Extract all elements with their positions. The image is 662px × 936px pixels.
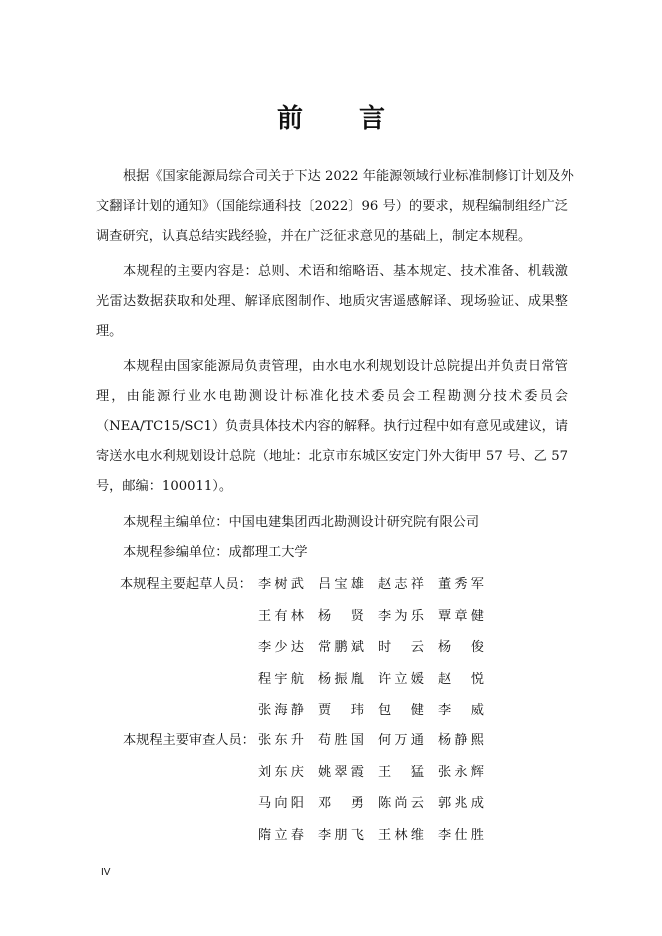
person-name: 程宇航 bbox=[258, 671, 304, 687]
person-name: 吕宝雄 bbox=[318, 577, 364, 592]
person-name: 许立媛 bbox=[378, 671, 424, 687]
person-name: 包 健 bbox=[378, 703, 424, 718]
person-name: 常鹏斌 bbox=[318, 640, 364, 655]
person-name: 姚翠霞 bbox=[318, 764, 364, 780]
paragraph-basis bbox=[96, 162, 574, 252]
paragraph-line: 光雷达数据获取和处理、解译底图制作、地质灾害遥感解译、现场验证、成果整 bbox=[96, 294, 568, 309]
paragraph-management bbox=[96, 352, 568, 502]
person-name: 董秀军 bbox=[438, 577, 484, 592]
paragraph-line: 理。 bbox=[96, 324, 123, 339]
paragraph-line: 理，由能源行业水电勘测设计标准化技术委员会工程勘测分技术委员会 bbox=[96, 389, 568, 404]
person-name: 王林维 bbox=[378, 827, 424, 843]
person-name: 何万通 bbox=[378, 733, 424, 748]
person-name: 李朋飞 bbox=[318, 827, 364, 843]
paragraph-line: （NEA/TC15/SC1）负责具体技术内容的解释。执行过程中如有意见或建议，请 bbox=[96, 419, 569, 434]
person-name: 杨 俊 bbox=[438, 640, 484, 655]
paragraph-line: 文翻译计划的通知》（国能综通科技〔2022〕96 号）的要求，规程编制组经广泛 bbox=[96, 199, 568, 214]
title-char-2: 言 bbox=[359, 104, 386, 134]
person-name: 李为乐 bbox=[378, 608, 424, 624]
person-name: 郭兆成 bbox=[438, 796, 484, 811]
person-name: 王 猛 bbox=[378, 764, 424, 780]
person-name: 杨振胤 bbox=[318, 671, 364, 687]
person-name: 张东升 bbox=[258, 733, 304, 748]
person-name: 杨静熙 bbox=[438, 733, 484, 748]
page-title bbox=[0, 98, 662, 135]
person-name: 张永辉 bbox=[438, 764, 484, 780]
paragraph-line: 号，邮编：100011）。 bbox=[96, 479, 233, 494]
title-char-1: 前 bbox=[276, 104, 303, 134]
paragraph-line: 调查研究，认真总结实践经验，并在广泛征求意见的基础上，制定本规程。 bbox=[96, 229, 532, 244]
person-name: 马向阳 bbox=[258, 796, 304, 811]
person-name: 覃章健 bbox=[438, 608, 484, 624]
chief-editing-unit: 本规程主编单位：中国电建集团西北勘测设计研究院有限公司 bbox=[123, 515, 480, 530]
person-name: 刘东庆 bbox=[258, 764, 304, 780]
person-name: 时 云 bbox=[378, 640, 424, 655]
person-name: 贾 玮 bbox=[318, 703, 364, 718]
drafters-label: 本规程主要起草人员： bbox=[120, 577, 252, 592]
person-name: 赵 悦 bbox=[438, 671, 484, 687]
page-number: IV bbox=[101, 867, 111, 878]
paragraph-contents bbox=[96, 257, 568, 347]
person-name: 杨 贤 bbox=[318, 608, 364, 624]
person-name: 苟胜国 bbox=[318, 733, 364, 748]
person-name: 王有林 bbox=[258, 608, 304, 624]
paragraph-line: 本规程的主要内容是：总则、术语和缩略语、基本规定、技术准备、机载激 bbox=[123, 264, 568, 279]
person-name: 李树武 bbox=[258, 577, 304, 592]
reviewers-label: 本规程主要审查人员： bbox=[123, 733, 255, 748]
person-name: 邓 勇 bbox=[318, 796, 364, 811]
person-name: 陈尚云 bbox=[378, 796, 424, 811]
participating-unit: 本规程参编单位：成都理工大学 bbox=[123, 545, 308, 560]
person-name: 李 威 bbox=[438, 703, 484, 718]
paragraph-line: 根据《国家能源局综合司关于下达 2022 年能源领域行业标准制修订计划及外 bbox=[123, 169, 574, 184]
person-name: 赵志祥 bbox=[378, 577, 424, 592]
person-name: 李少达 bbox=[258, 640, 304, 655]
person-name: 李仕胜 bbox=[438, 827, 484, 843]
paragraph-line: 寄送水电水利规划设计总院（地址：北京市东城区安定门外大街甲 57 号、乙 57 bbox=[96, 449, 568, 464]
person-name: 隋立春 bbox=[258, 827, 304, 843]
paragraph-line: 本规程由国家能源局负责管理，由水电水利规划设计总院提出并负责日常管 bbox=[123, 359, 568, 374]
person-name: 张海静 bbox=[258, 703, 304, 718]
